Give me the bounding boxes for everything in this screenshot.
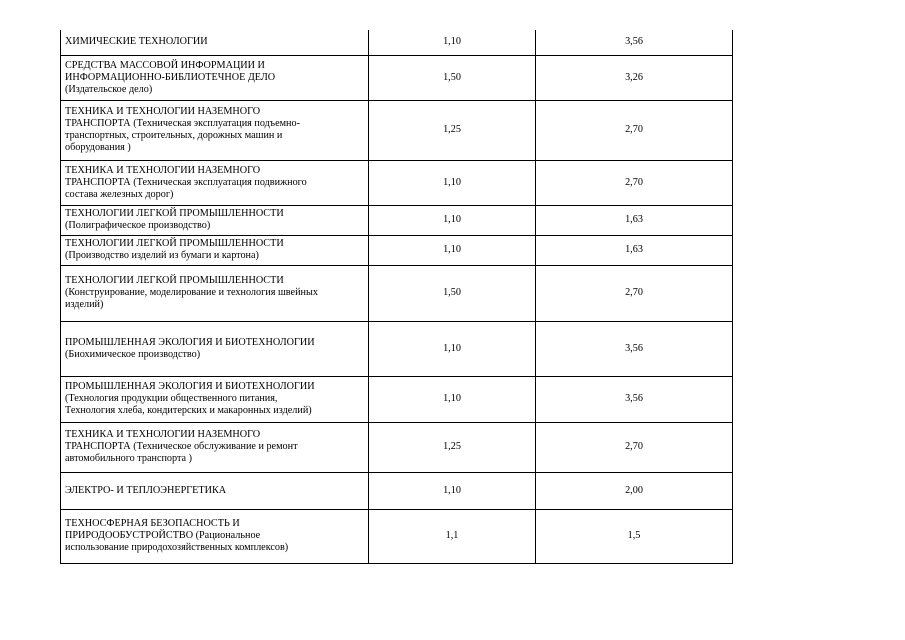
coefficient-2-cell: 2,70 (536, 160, 733, 205)
specialty-line: изделий) (65, 299, 104, 310)
table-row (61, 265, 733, 321)
specialty-cell (61, 30, 369, 55)
table-row (61, 422, 733, 472)
specialty-line: ИНФОРМАЦИОННО-БИБЛИОТЕЧНОЕ ДЕЛО (65, 71, 276, 83)
specialty-line: ТЕХНОЛОГИИ ЛЕГКОЙ ПРОМЫШЛЕННОСТИ (65, 275, 284, 286)
coefficient-2-cell: 3,56 (536, 376, 733, 422)
table-row (61, 472, 733, 509)
coefficient-1-cell: 1,10 (369, 205, 536, 235)
coefficient-2-cell: 1,63 (536, 235, 733, 265)
table-row (61, 100, 733, 160)
specialty-line: ТЕХНОЛОГИИ ЛЕГКОЙ ПРОМЫШЛЕННОСТИ (65, 208, 284, 219)
coefficient-1-cell: 1,10 (369, 235, 536, 265)
specialty-line: (Биохимическое производство) (65, 348, 201, 360)
table-row (61, 235, 733, 265)
coefficients-table (60, 30, 733, 564)
specialty-line: ПРОМЫШЛЕННАЯ ЭКОЛОГИЯ И БИОТЕХНОЛОГИИ (65, 336, 315, 348)
coefficient-1-cell: 1,25 (369, 100, 536, 160)
table-row (61, 376, 733, 422)
specialty-line: ТЕХНИКА И ТЕХНОЛОГИИ НАЗЕМНОГО (65, 106, 261, 117)
specialty-line: ПРИРОДООБУСТРОЙСТВО (Рациональное (65, 530, 261, 541)
coefficient-2-cell: 1,63 (536, 205, 733, 235)
specialty-line: (Полиграфическое производство) (65, 220, 211, 231)
specialty-cell (61, 321, 369, 376)
specialty-cell (61, 100, 369, 160)
coefficient-1-cell: 1,10 (369, 321, 536, 376)
coefficient-2-cell: 3,26 (536, 55, 733, 100)
specialty-line: ЭЛЕКТРО- И ТЕПЛОЭНЕРГЕТИКА (65, 484, 227, 496)
specialty-line: использование природохозяйственных комплексов) (65, 542, 289, 553)
coefficient-1-cell: 1,50 (369, 55, 536, 100)
specialty-line: (Производство изделий из бумаги и картона) (65, 250, 259, 261)
specialty-line: (Технология продукции общественного питания, (65, 393, 278, 404)
specialty-cell (61, 509, 369, 563)
coefficient-2-cell: 2,70 (536, 265, 733, 321)
specialty-line: состава железных дорог) (65, 188, 174, 200)
specialty-cell (61, 235, 369, 265)
specialty-cell (61, 160, 369, 205)
coefficient-1-cell: 1,10 (369, 472, 536, 509)
specialty-line: ТРАНСПОРТА (Техническая эксплуатация подъемно- (65, 118, 300, 129)
specialty-line: ТРАНСПОРТА (Техническое обслуживание и ремонт (65, 441, 298, 452)
specialty-line: ТРАНСПОРТА (Техническая эксплуатация подвижного (65, 176, 307, 188)
table-row (61, 321, 733, 376)
specialty-line: оборудования ) (65, 142, 131, 153)
table-row (61, 509, 733, 563)
specialty-cell (61, 265, 369, 321)
specialty-line: ТЕХНИКА И ТЕХНОЛОГИИ НАЗЕМНОГО (65, 429, 261, 440)
coefficient-1-cell: 1,1 (369, 509, 536, 563)
coefficient-1-cell: 1,25 (369, 422, 536, 472)
specialty-line: ТЕХНОСФЕРНАЯ БЕЗОПАСНОСТЬ И (65, 518, 240, 529)
specialty-line: ПРОМЫШЛЕННАЯ ЭКОЛОГИЯ И БИОТЕХНОЛОГИИ (65, 381, 315, 392)
specialty-line: автомобильного транспорта ) (65, 453, 193, 464)
specialty-cell (61, 205, 369, 235)
table-row (61, 205, 733, 235)
table-row (61, 55, 733, 100)
specialty-line: Технология хлеба, кондитерских и макаронных изделий) (65, 405, 312, 416)
coefficient-2-cell: 3,56 (536, 30, 733, 55)
coefficient-2-cell: 2,70 (536, 100, 733, 160)
coefficient-1-cell: 1,10 (369, 30, 536, 55)
specialty-line: транспортных, строительных, дорожных машин и (65, 130, 283, 141)
table-body (61, 30, 733, 563)
specialty-cell (61, 55, 369, 100)
coefficient-1-cell: 1,50 (369, 265, 536, 321)
coefficient-1-cell: 1,10 (369, 376, 536, 422)
specialty-line: (Конструирование, моделирование и технология швейных (65, 287, 318, 298)
coefficient-2-cell: 2,00 (536, 472, 733, 509)
specialty-cell (61, 422, 369, 472)
specialty-line: СРЕДСТВА МАССОВОЙ ИНФОРМАЦИИ И (65, 59, 265, 71)
table-row (61, 30, 733, 55)
specialty-line: ХИМИЧЕСКИЕ ТЕХНОЛОГИИ (65, 36, 208, 48)
specialty-line: (Издательское дело) (65, 83, 153, 95)
specialty-line: ТЕХНОЛОГИИ ЛЕГКОЙ ПРОМЫШЛЕННОСТИ (65, 238, 284, 249)
specialty-line: ТЕХНИКА И ТЕХНОЛОГИИ НАЗЕМНОГО (65, 164, 261, 176)
coefficient-2-cell: 3,56 (536, 321, 733, 376)
coefficient-2-cell: 2,70 (536, 422, 733, 472)
specialty-cell (61, 376, 369, 422)
coefficient-1-cell: 1,10 (369, 160, 536, 205)
table-row (61, 160, 733, 205)
specialty-cell (61, 472, 369, 509)
coefficient-2-cell: 1,5 (536, 509, 733, 563)
